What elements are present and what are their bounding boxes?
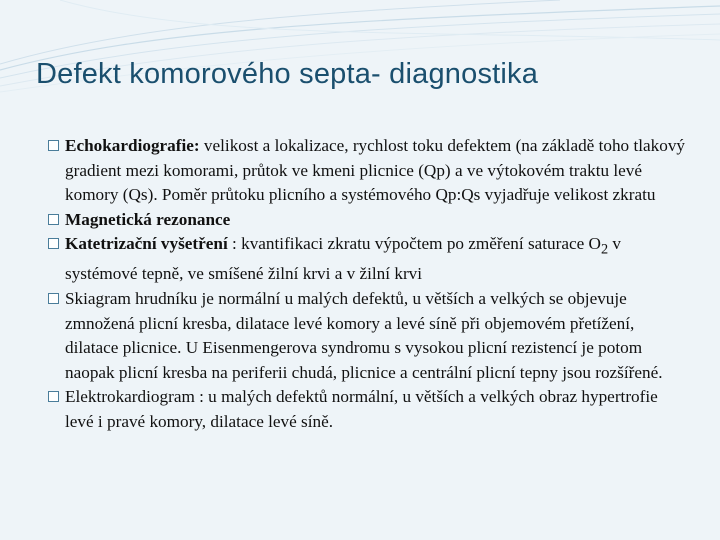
square-bullet-icon [48, 214, 59, 225]
item-text: velikost a lokalizace, rychlost toku defektem (na základě toho tlakový gradient mezi komorami, průtok ve kmeni plicnice (Qp) a ve výtokovém traktu levé komory (Qs). Poměr průtoku plicního a systémového Qp:Qs vyjadřuje velikost zkratu [65, 136, 686, 205]
list-item [48, 385, 688, 434]
subscript: 2 [600, 241, 609, 258]
item-term: Magnetická rezonance [65, 209, 231, 229]
square-bullet-icon [48, 140, 59, 151]
item-text: Skiagram hrudníku je normální u malých defektů, u větších a velkých se objevuje zmnožená plicní kresba, dilatace levé komory a levé síně při objemovém přetížení, dilatace plicnice. U Eisenmengerova syndromu s vysokou plicní rezistencí je potom naopak plicní kresba na periferii chudá, plicnice a centrální plicní tepny jsou rozšířené. [65, 289, 663, 382]
item-term: Echokardiografie: [65, 136, 200, 155]
slide-title: Defekt komorového septa- diagnostika [36, 58, 539, 90]
list-item [48, 232, 688, 287]
item-text: Elektrokardiogram : u malých defektů normální, u větších a velkých obraz hypertrofie levé i pravé komory, dilatace levé síně. [65, 387, 658, 431]
item-term: Katetrizační vyšetření [65, 234, 228, 254]
square-bullet-icon [48, 391, 59, 402]
item-text: : kvantifikaci zkratu výpočtem po změření saturace O [227, 234, 601, 254]
square-bullet-icon [48, 238, 59, 249]
list-item [48, 287, 688, 385]
bullet-list [48, 134, 688, 435]
item-text-continued: v systémové tepně, ve smíšené žilní krvi a v žilní krvi [65, 234, 622, 284]
list-item [48, 208, 688, 233]
list-item [48, 134, 688, 208]
square-bullet-icon [48, 293, 59, 304]
